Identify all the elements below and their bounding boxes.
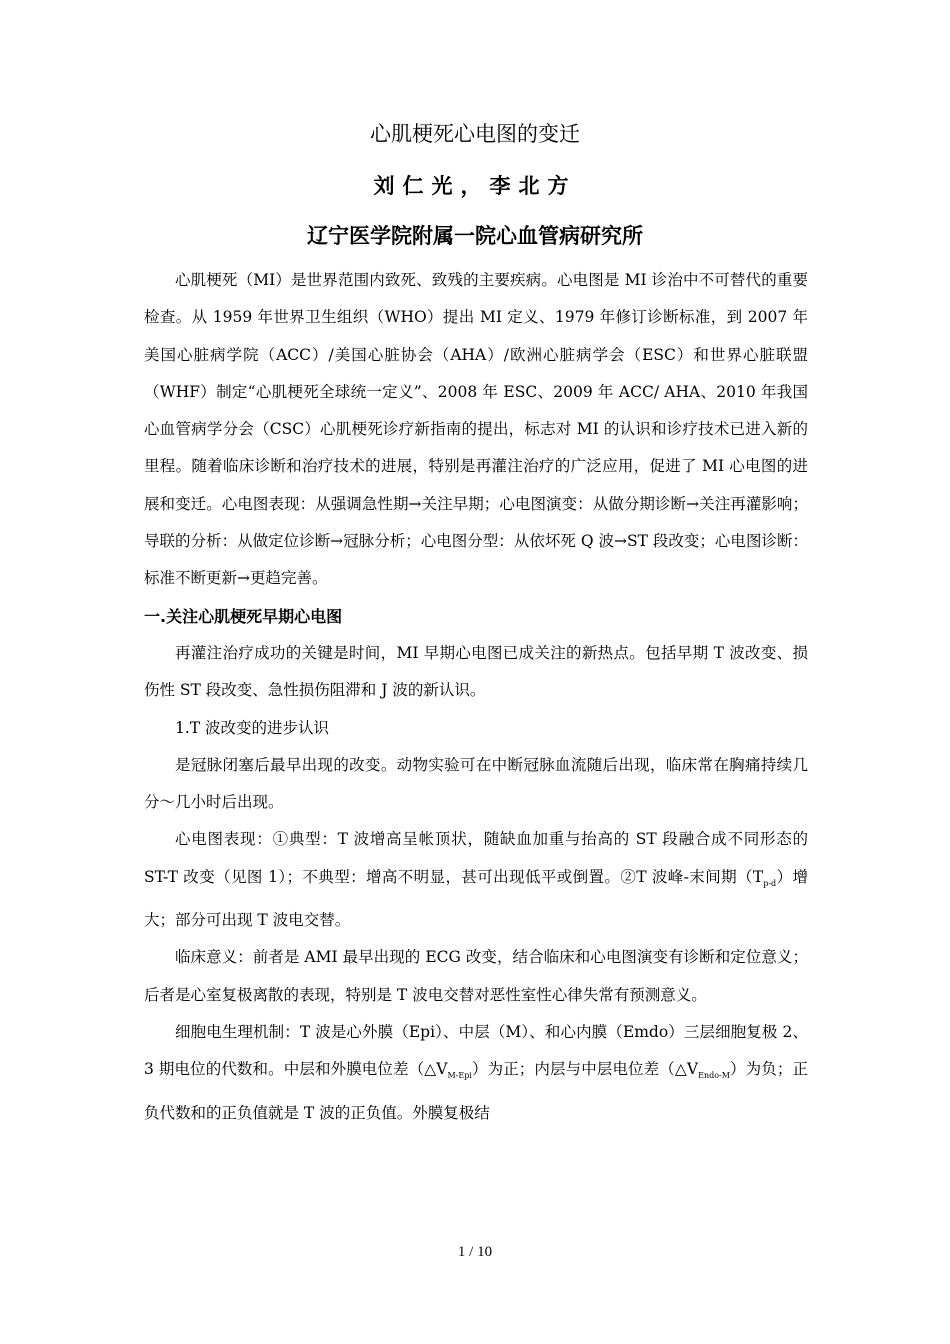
mech-text-c: ）为负；正负代数和的正负值就是 T 波的正负值。外膜复极结 xyxy=(144,1060,808,1122)
clinical-paragraph: 临床意义：前者是 AMI 最早出现的 ECG 改变，结合临床和心电图演变有诊断和定位意义；后者是心室复极离散的表现，特别是 T 波电交替对恶性室性心律失常有预测意义。 xyxy=(144,948,808,1004)
page-number: 1 / 10 xyxy=(457,1244,493,1260)
mech-subscript-a: M-Epi xyxy=(447,1071,472,1081)
mech-text-b: ）为正；内层与中层电位差（△V xyxy=(471,1060,699,1079)
section-paragraph: 再灌注治疗成功的关键是时间，MI 早期心电图已成关注的新热点。包括早期 T 波改变、损伤性 ST 段改变、急性损伤阻滞和 J 波的新认识。 xyxy=(144,643,808,700)
affiliation: 辽宁医学院附属一院心血管病研究所 xyxy=(307,224,643,248)
intro-paragraph: 心肌梗死（MI）是世界范围内致死、致残的主要疾病。心电图是 MI 诊治中不可替代的重要检查。从 1959 年世界卫生组织（WHO）提出 MI 定义、1979 年修订诊断标准，到 2007 年美国心脏病学院（ACC）/美国心脏协会（AHA）/欧洲心脏病学会（ESC）和世界心脏联盟（WHF）制定“心肌梗死全球统一定义”、2008 年 ESC、2009 年 ACC/ AHA、2010 年我国心血管病学分会（CSC）心肌梗死诊疗新指南的提出，标志对 MI 的认识和诊疗技术已进入新的里程。随着临床诊断和治疗技术的进展，特别是再灌注治疗的广泛应用，促进了 MI 心电图的进展和变迁。心电图表现：从强调急性期→关注早期；心电图演变：从做分期诊断→关注再灌影响；导联的分析：从做定位诊断→冠脉分析；心电图分型：从依坏死 Q 波→ST 段改变；心电图诊断：标准不断更新→更趋完善。 xyxy=(144,271,808,588)
body-text xyxy=(144,262,808,1132)
ecg-subscript: p-d xyxy=(763,878,777,888)
authors: 刘仁光，李北方 xyxy=(373,174,577,198)
document-title: 心肌梗死心电图的变迁 xyxy=(370,122,580,146)
ecg-paragraph xyxy=(144,821,808,939)
t-wave-paragraph: 是冠脉闭塞后最早出现的改变。动物实验可在中断冠脉血流随后出现，临床常在胸痛持续几分～几小时后出现。 xyxy=(144,755,808,812)
ecg-text-a: 心电图表现：①典型：T 波增高呈帐顶状，随缺血加重与抬高的 ST 段融合成不同形态的 ST-T 改变（见图 1）；不典型：增高不明显，甚可出现低平或倒置。②T 波峰-末间期（T xyxy=(144,830,808,886)
mech-text-a: 细胞电生理机制：T 波是心外膜（Epi）、中层（M）、和心内膜（Emdo）三层细胞复极 2、3 期电位的代数和。中层和外膜电位差（△V xyxy=(144,1023,808,1079)
section-heading: 一.关注心肌梗死早期心电图 xyxy=(144,606,343,626)
subsection-heading: 1.T 波改变的进步认识 xyxy=(175,718,330,737)
mechanism-paragraph xyxy=(144,1014,808,1132)
ecg-text-b: ）增大；部分可出现 T 波电交替。 xyxy=(144,867,808,930)
mech-subscript-b: Endo-M xyxy=(698,1071,730,1081)
